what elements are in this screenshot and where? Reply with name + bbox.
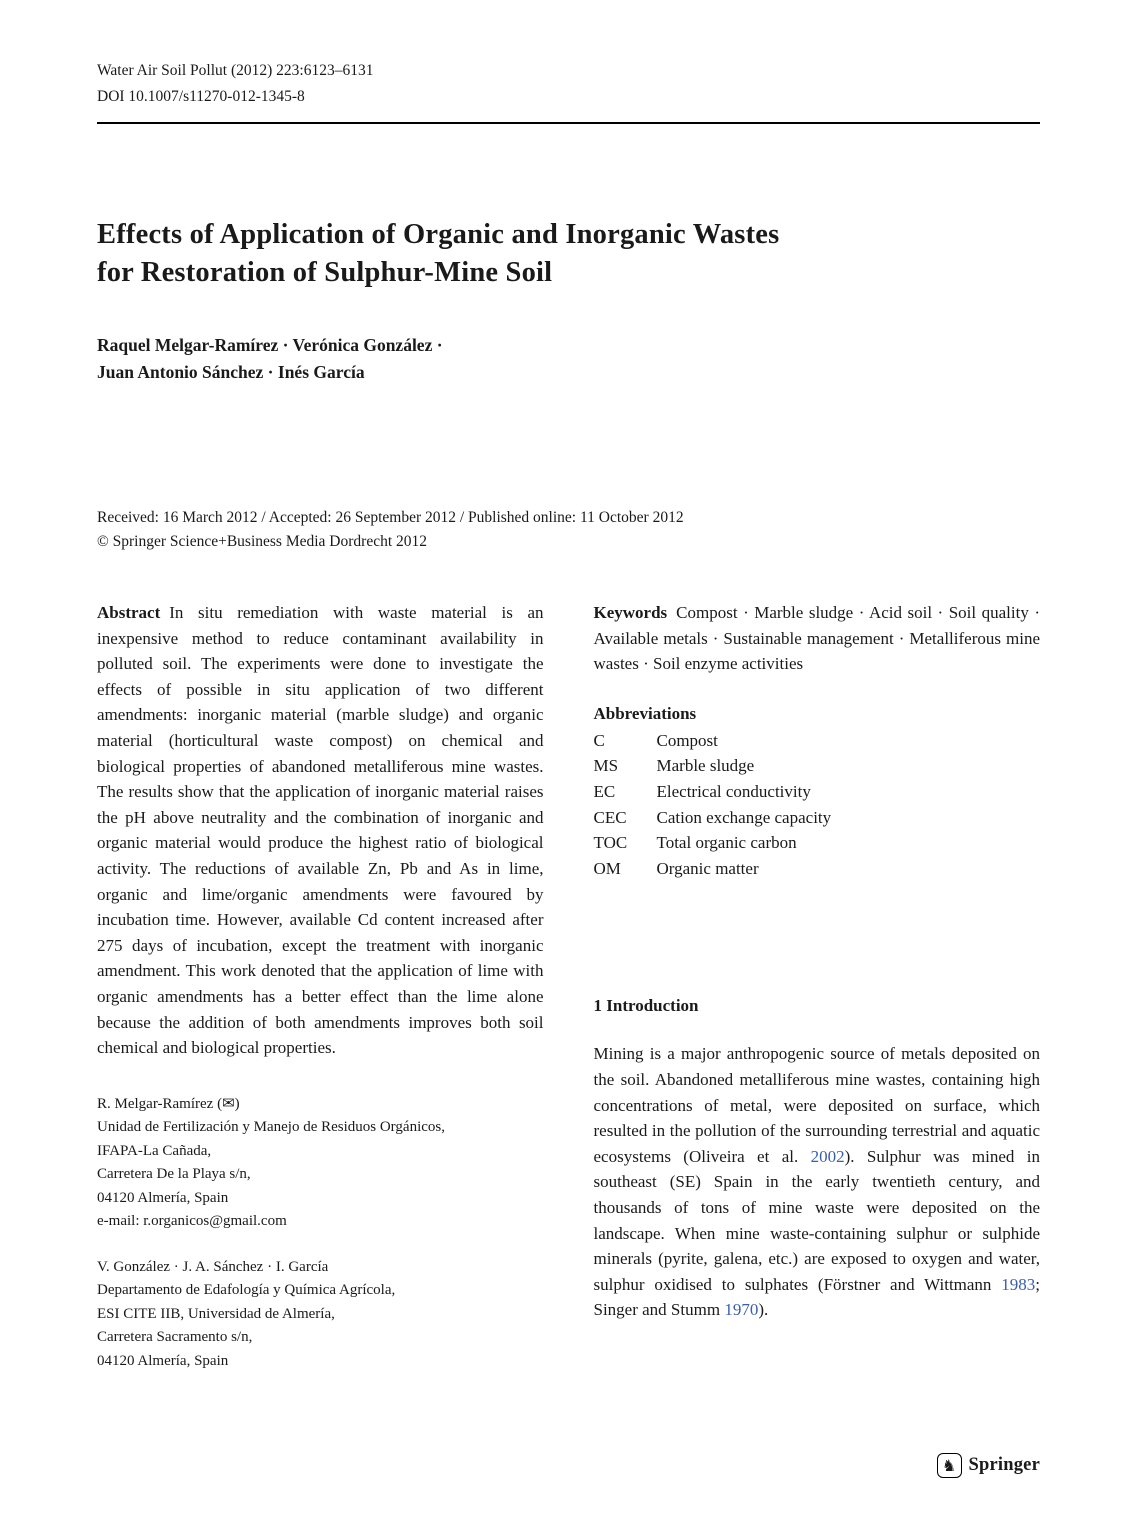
- copyright-line: © Springer Science+Business Media Dordrecht 2012: [97, 533, 428, 550]
- abstract-paragraph: [97, 600, 544, 1061]
- header-rule: [97, 122, 1040, 124]
- paper-title-line2: for Restoration of Sulphur-Mine Soil: [97, 257, 553, 288]
- abstract-label: Abstract: [97, 603, 161, 622]
- introduction-paragraph: [594, 1041, 1041, 1323]
- introduction-text: Mining is a major anthropogenic source of metals deposited on the soil. Abandoned metalliferous mine wastes, containing high concentrations of metal, were deposited on surface, which resulted in the pollution of the surrounding terrestrial and aquatic ecosystems (Oliveira et al.: [593, 1044, 1040, 1166]
- introduction-text: ; Singer and Stumm: [593, 1274, 1040, 1320]
- affiliation-line: IFAPA-La Cañada,: [97, 1142, 212, 1159]
- citation-link-forstner-1983[interactable]: 1983: [1001, 1274, 1036, 1294]
- affiliation-line: Carretera De la Playa s/n,: [97, 1166, 251, 1183]
- paper-title-line1: Effects of Application of Organic and Inorganic Wastes: [97, 219, 780, 250]
- abbreviation-value: Electrical conductivity: [656, 781, 811, 801]
- two-column-body: [97, 600, 1040, 1373]
- email-line: e-mail: r.organicos@gmail.com: [97, 1213, 287, 1230]
- abstract-text: In situ remediation with waste material is an inexpensive method to reduce contaminant availability in polluted soil. The experiments were done to investigate the effects of possible in situ application of two different amendments: inorganic material (marble sludge) and organic material (horticultural waste compost) on chemical and biological properties of abandoned metalliferous mine wastes. The results show that the application of inorganic material raises the pH above neutrality and the combination of inorganic and organic material would produce the highest ratio of biological activity. The reductions of available Zn, Pb and As in lime, organic and lime/organic amendments were favoured by incubation time. However, available Cd content increased after 275 days of incubation, except the treatment with inorganic amendment. This work denoted that the application of lime with organic amendments has a better effect than the lime alone because the addition of both amendments improves both soil chemical and biological properties.: [97, 603, 544, 1058]
- abbreviation-value: Total organic carbon: [656, 833, 797, 853]
- authors-line1: Raquel Melgar-Ramírez · Verónica González ·: [97, 335, 443, 355]
- doi: DOI 10.1007/s11270-012-1345-8: [97, 88, 305, 105]
- correspondence-footnote: [97, 1093, 544, 1374]
- publisher-name: Springer: [968, 1455, 1040, 1475]
- introduction-heading: 1 Introduction: [593, 996, 699, 1016]
- abbreviation-value: Organic matter: [656, 858, 759, 878]
- abbreviation-value: Cation exchange capacity: [656, 807, 832, 827]
- publication-dates: [97, 506, 1040, 554]
- introduction-text: ).: [758, 1300, 769, 1320]
- paper-title: [97, 216, 1040, 292]
- citation-link-oliveira-2002[interactable]: 2002: [810, 1146, 845, 1166]
- affiliation-line: ESI CITE IIB, Universidad de Almería,: [97, 1305, 335, 1322]
- keywords-paragraph: [594, 600, 1041, 677]
- keywords-label: Keywords: [593, 603, 668, 622]
- citation-link-singer-1970[interactable]: 1970: [724, 1300, 759, 1320]
- abbreviation-row: [594, 830, 1041, 856]
- abbreviation-key: MS: [593, 756, 619, 776]
- affiliation-line: 04120 Almería, Spain: [97, 1189, 229, 1206]
- abbreviation-key: EC: [593, 781, 616, 801]
- corresponding-author-block: [97, 1093, 544, 1234]
- abbreviation-value: Marble sludge: [656, 756, 755, 776]
- abbreviation-value: Compost: [656, 730, 718, 750]
- corresponding-author: R. Melgar-Ramírez (✉): [97, 1095, 240, 1112]
- journal-citation: Water Air Soil Pollut (2012) 223:6123–6131: [97, 62, 374, 79]
- affiliation-line: Unidad de Fertilización y Manejo de Residuos Orgánicos,: [97, 1119, 445, 1136]
- abbreviation-row: [594, 728, 1041, 754]
- abbreviation-key: C: [593, 730, 605, 750]
- affiliation-line: 04120 Almería, Spain: [97, 1352, 229, 1369]
- abbreviation-key: CEC: [593, 807, 627, 827]
- abbreviation-row: [594, 805, 1041, 831]
- affiliation-line: Departamento de Edafología y Química Agrícola,: [97, 1282, 396, 1299]
- left-column: [97, 600, 544, 1373]
- publisher-logo: [937, 1453, 1041, 1478]
- introduction-text: ). Sulphur was mined in southeast (SE) Spain in the early twentieth century, and thousands of tons of mine waste were deposited on the landscape. When mine waste-containing sulphur or sulphide minerals (pyrite, galena, etc.) are exposed to oxygen and water, sulphur oxidised to sulphates (Förstner and Wittmann: [593, 1146, 1041, 1294]
- journal-header: [97, 58, 1040, 110]
- affiliation-line: Carretera Sacramento s/n,: [97, 1329, 253, 1346]
- received-accepted-line: Received: 16 March 2012 / Accepted: 26 September 2012 / Published online: 11 October 2012: [97, 509, 684, 526]
- abbreviations-list: [594, 728, 1041, 882]
- abbreviations-heading: Abbreviations: [593, 703, 697, 723]
- abbreviation-key: OM: [593, 858, 621, 878]
- abbreviation-row: [594, 856, 1041, 882]
- springer-horse-icon: ♞: [937, 1453, 962, 1478]
- authors-line2: Juan Antonio Sánchez · Inés García: [97, 362, 365, 382]
- abbreviation-key: TOC: [593, 833, 628, 853]
- authors: [97, 332, 1040, 386]
- keywords-text: Compost · Marble sludge · Acid soil · Soil quality · Available metals · Sustainable management · Metalliferous mine wastes · Soil enzyme activities: [593, 603, 1040, 674]
- right-column: [594, 600, 1041, 1373]
- abbreviation-row: [594, 753, 1041, 779]
- coauthors-block: [97, 1256, 544, 1374]
- abbreviation-row: [594, 779, 1041, 805]
- coauthors-line: V. González · J. A. Sánchez · I. García: [97, 1258, 329, 1275]
